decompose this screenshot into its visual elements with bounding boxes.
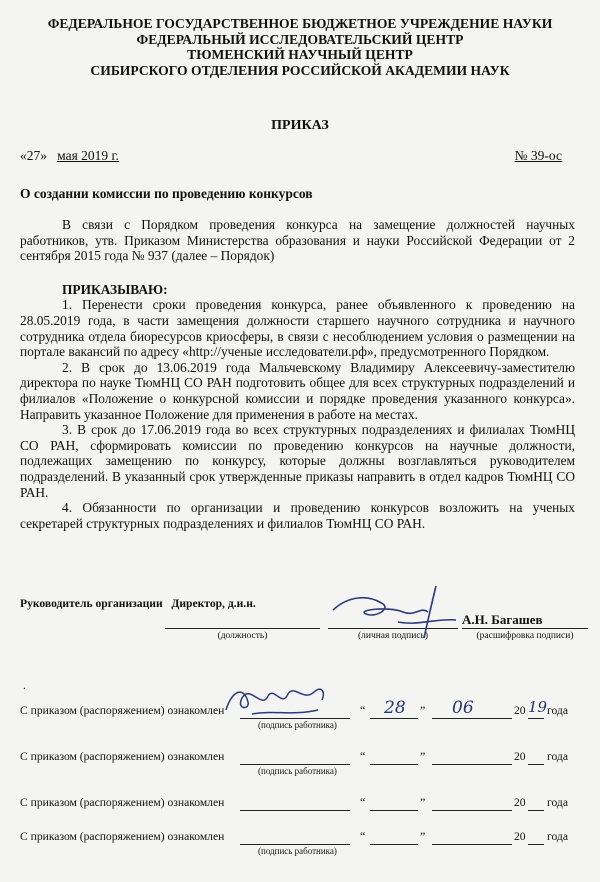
quote-open: “ — [360, 749, 366, 763]
order-number: № 39-ос — [514, 148, 562, 163]
header-line-2: ФЕДЕРАЛЬНЫЙ ИССЛЕДОВАТЕЛЬСКИЙ ЦЕНТР — [136, 31, 464, 47]
director-name: А.Н. Багашев — [462, 612, 543, 627]
year-suffix: года — [547, 704, 568, 717]
worker-signature-line — [240, 810, 350, 811]
year-prefix: 20 — [514, 830, 526, 843]
quote-open: “ — [360, 795, 366, 809]
year-line — [528, 844, 544, 845]
year-line — [528, 718, 544, 719]
name-line — [462, 628, 588, 629]
quote-close: ” — [420, 749, 426, 763]
worker-signature-caption: (подпись работника) — [258, 846, 337, 856]
document-title: ПРИКАЗ — [271, 118, 329, 133]
acknowledgement-label: С приказом (распоряжением) ознакомлен — [20, 830, 225, 843]
month-line — [432, 810, 512, 811]
worker-signature-caption: (подпись работника) — [258, 720, 337, 730]
organization-header — [0, 16, 600, 78]
order-date — [20, 148, 119, 164]
day-line — [370, 718, 418, 719]
acknowledgement-label: С приказом (распоряжением) ознакомлен — [20, 704, 225, 717]
header-line-4: СИБИРСКОГО ОТДЕЛЕНИЯ РОССИЙСКОЙ АКАДЕМИИ НАУК — [90, 62, 510, 78]
acknowledgement-row-3 — [20, 792, 580, 812]
year-prefix: 20 — [514, 704, 526, 717]
year-suffix: года — [547, 830, 568, 843]
handwritten-month: 06 — [452, 698, 474, 718]
acknowledgement-label: С приказом (распоряжением) ознакомлен — [20, 796, 225, 809]
acknowledgement-row-2 — [20, 746, 580, 776]
year-suffix: года — [547, 750, 568, 763]
worker-signature-image — [222, 680, 332, 720]
year-line — [528, 764, 544, 765]
year-prefix: 20 — [514, 796, 526, 809]
quote-close: ” — [420, 829, 426, 843]
preamble-paragraph: В связи с Порядком проведения конкурса на замещение должностей научных работников, утв. Приказом Министерства образования и науки Российской Федерации от 2 сентября 2015 года № 937 (далее – Порядок) — [20, 217, 575, 264]
day-line — [370, 810, 418, 811]
caption-signature: (личная подпись) — [357, 631, 429, 641]
header-line-1: ФЕДЕРАЛЬНОЕ ГОСУДАРСТВЕННОЕ БЮДЖЕТНОЕ УЧРЕЖДЕНИЕ НАУКИ — [47, 16, 553, 31]
caption-position: (должность) — [217, 631, 268, 641]
signature-label: Руководитель организации — [20, 597, 163, 610]
order-item-2: 2. В срок до 13.06.2019 года Мальчевскому Владимиру Алексеевичу-заместителю директора по науке ТюмНЦ СО РАН подготовить общее для всех структурных подразделений и филиалов «Положение о конкурсной комиссии и порядке проведения указанного конкурса». Направить указанное Положение для применения в работе на местах. — [20, 359, 575, 422]
quote-close: ” — [420, 795, 426, 809]
order-item-3: 3. В срок до 17.06.2019 года во всех структурных подразделениях и филиалах ТюмНЦ СО РАН, сформировать комиссии по проведению конкурсов на научные должности, подлежащих замещению по конкурсу, которые должны возглавляться руководителем подразделений. В указанный срок утвержденные приказы направить в отдел кадров ТюмНЦ СО РАН. — [20, 422, 575, 500]
month-line — [432, 718, 512, 719]
order-body — [20, 217, 575, 531]
signature-position: Директор, д.и.н. — [171, 597, 256, 610]
year-suffix: года — [547, 796, 568, 809]
signature-block-label — [20, 597, 256, 610]
caption-name: (расшифровка подписи) — [476, 631, 574, 641]
quote-close: ” — [420, 703, 426, 717]
header-line-3: ТЮМЕНСКИЙ НАУЧНЫЙ ЦЕНТР — [187, 47, 413, 62]
order-date-day: «27» — [20, 148, 47, 163]
order-subject: О создании комиссии по проведению конкурсов — [20, 186, 313, 201]
order-item-4: 4. Обязанности по организации и проведению конкурсов возложить на ученых секретарей структурных подразделениях и филиалов ТюмНЦ СО РАН. — [20, 500, 575, 531]
acknowledgement-label: С приказом (распоряжением) ознакомлен — [20, 750, 225, 763]
day-line — [370, 844, 418, 845]
order-item-1: 1. Перенести сроки проведения конкурса, ранее объявленного к проведению на 28.05.2019 года, в части замещения должности старшего научного сотрудника и научного сотрудника отдела биоресурсов криосферы, в связи с несоблюдением условия о размещении на портале вакансий по адресу «http://ученые исследователи.рф», предусмотренного Порядком. — [20, 297, 575, 360]
director-signature-image — [328, 582, 468, 642]
handwritten-year: 19 — [528, 698, 548, 716]
order-word: ПРИКАЗЫВАЮ: — [62, 281, 168, 297]
quote-open: “ — [360, 829, 366, 843]
order-date-month-year: мая 2019 г. — [57, 148, 119, 163]
month-line — [432, 844, 512, 845]
worker-signature-line — [240, 844, 350, 845]
worker-signature-caption: (подпись работника) — [258, 766, 337, 776]
day-line — [370, 764, 418, 765]
month-line — [432, 764, 512, 765]
position-line — [165, 628, 320, 629]
acknowledgement-row-4 — [20, 826, 580, 856]
year-prefix: 20 — [514, 750, 526, 763]
quote-open: “ — [360, 703, 366, 717]
year-line — [528, 810, 544, 811]
stray-mark: . — [23, 678, 26, 692]
handwritten-day: 28 — [384, 698, 406, 718]
worker-signature-line — [240, 764, 350, 765]
